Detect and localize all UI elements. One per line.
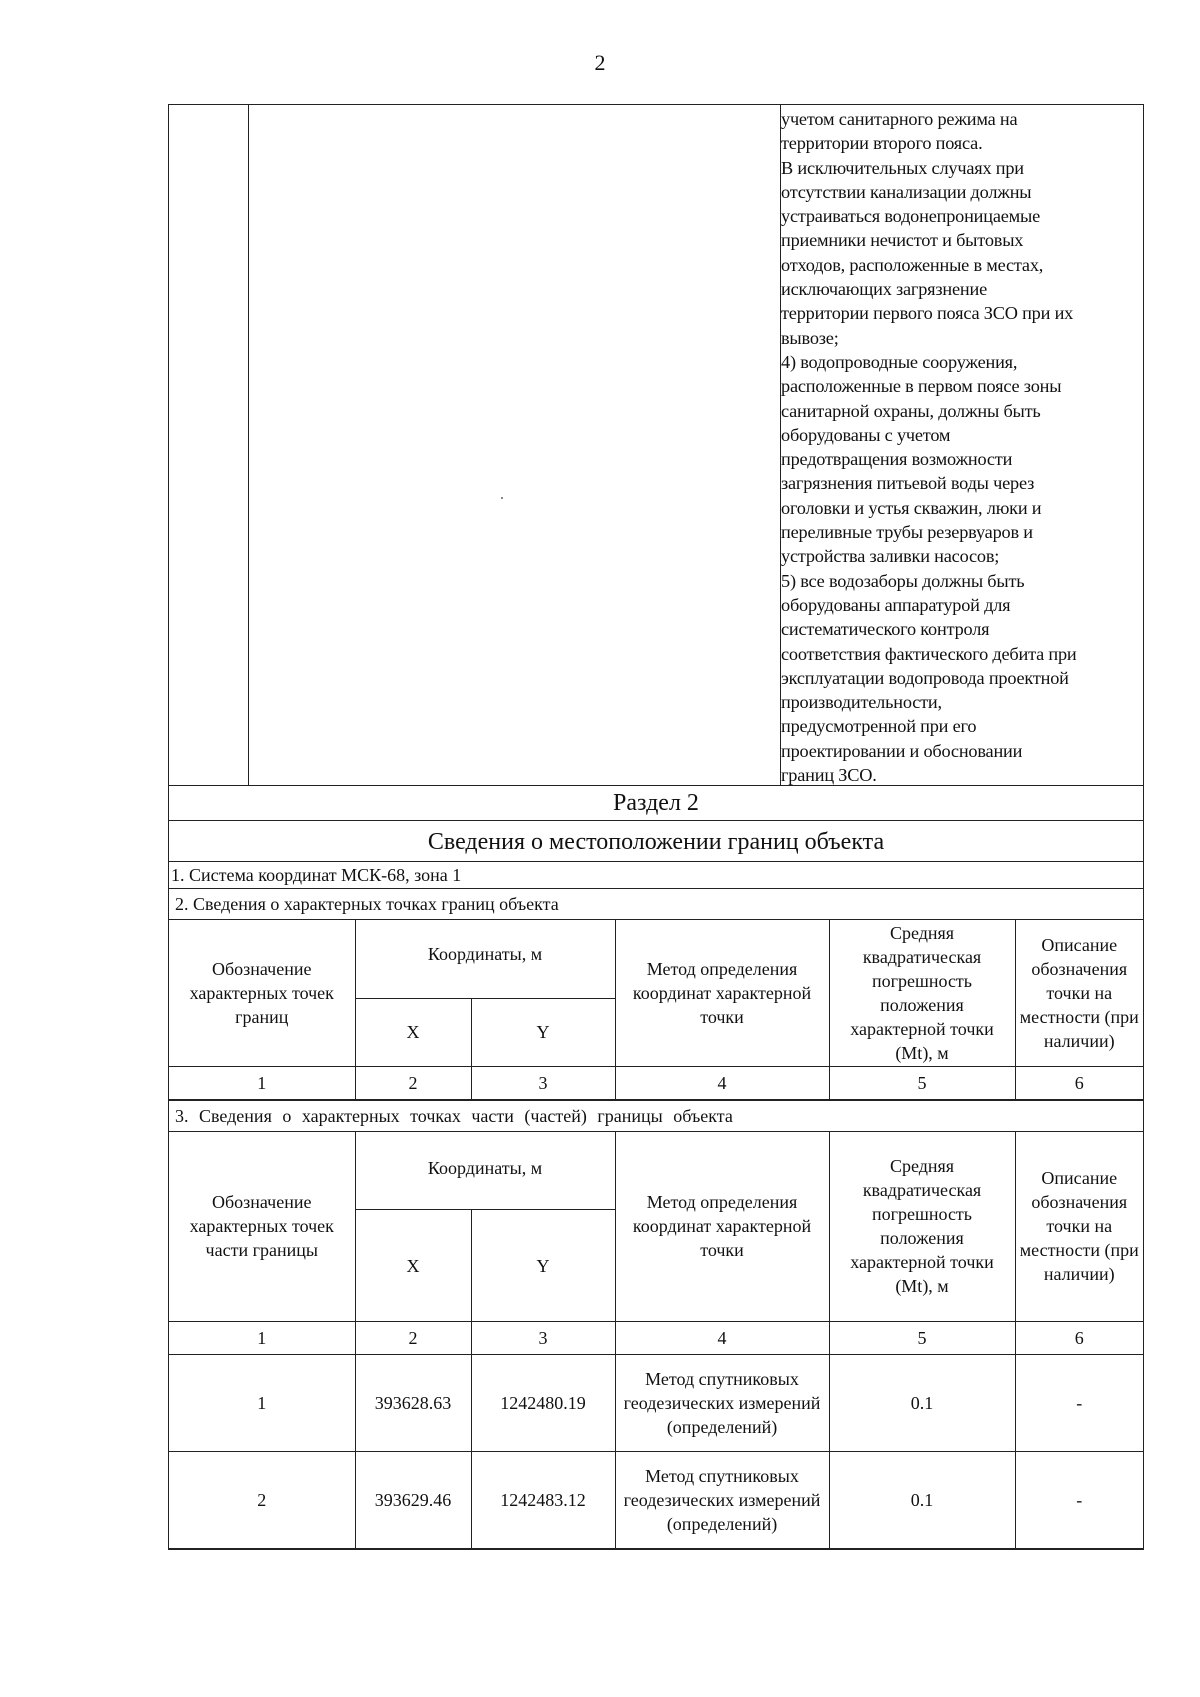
cell-point: 2 bbox=[169, 1452, 355, 1549]
section-subtitle: Сведения о местоположении границ объекта bbox=[169, 821, 1143, 862]
coordinate-system-line: 1. Система координат МСК-68, зона 1 bbox=[169, 862, 1143, 889]
header-mean-error: Средняя квадратическая погрешность положения характерной точки (Mt), м bbox=[829, 920, 1015, 1066]
column-number: 2 bbox=[355, 1322, 471, 1355]
continuation-line: санитарной охраны, должны быть bbox=[781, 400, 1041, 421]
header-point-designation: Обозначение характерных точек границ bbox=[169, 920, 355, 1066]
cell-description: - bbox=[1015, 1355, 1143, 1452]
continuation-line: соответствия фактического дебита при bbox=[781, 643, 1077, 664]
column-number: 5 bbox=[829, 1066, 1015, 1099]
continuation-line: проектировании и обосновании bbox=[781, 740, 1023, 761]
table-row bbox=[169, 1452, 1143, 1549]
header-x: X bbox=[355, 1210, 471, 1322]
boundary-points-table bbox=[169, 920, 1143, 1101]
continuation-line: расположенные в первом поясе зоны bbox=[781, 376, 1062, 397]
column-number: 3 bbox=[471, 1066, 615, 1099]
continuation-line: переливные трубы резервуаров и bbox=[781, 522, 1033, 543]
continuation-line: территории первого пояса ЗСО при их bbox=[781, 303, 1074, 324]
continuation-line: оборудованы с учетом bbox=[781, 424, 951, 445]
header-description: Описание обозначения точки на местности (при наличии) bbox=[1015, 920, 1143, 1066]
parts-heading: 3. Сведения о характерных точках части (частей) границы объекта bbox=[169, 1101, 1143, 1132]
header-method: Метод определения координат характерной точки bbox=[615, 1132, 829, 1322]
column-number: 1 bbox=[169, 1322, 355, 1355]
continuation-row bbox=[169, 105, 1143, 786]
continuation-line: отсутствии канализации должны bbox=[781, 181, 1032, 202]
continuation-line: предотвращения возможности bbox=[781, 449, 1013, 470]
continuation-cell-name bbox=[249, 105, 781, 785]
header-y: Y bbox=[471, 998, 615, 1066]
continuation-line: предусмотренной при его bbox=[781, 716, 977, 737]
continuation-line: вывозе; bbox=[781, 327, 839, 348]
part-boundary-points-table bbox=[169, 1132, 1143, 1550]
continuation-cell-number bbox=[169, 105, 249, 785]
column-number: 6 bbox=[1015, 1322, 1143, 1355]
scan-speck bbox=[501, 497, 503, 499]
continuation-cell-text bbox=[781, 105, 1143, 785]
header-method: Метод определения координат характерной точки bbox=[615, 920, 829, 1066]
continuation-line: эксплуатации водопровода проектной bbox=[781, 667, 1069, 688]
cell-point: 1 bbox=[169, 1355, 355, 1452]
points-heading: 2. Сведения о характерных точках границ объекта bbox=[169, 889, 1143, 920]
continuation-line: оголовки и устья скважин, люки и bbox=[781, 497, 1042, 518]
document-table bbox=[168, 104, 1144, 1550]
column-number: 6 bbox=[1015, 1066, 1143, 1099]
cell-y: 1242480.19 bbox=[471, 1355, 615, 1452]
continuation-line: устраиваться водонепроницаемые bbox=[781, 206, 1041, 227]
cell-x: 393629.46 bbox=[355, 1452, 471, 1549]
cell-description: - bbox=[1015, 1452, 1143, 1549]
continuation-line: систематического контроля bbox=[781, 619, 990, 640]
column-number: 3 bbox=[471, 1322, 615, 1355]
cell-method: Метод спутниковых геодезических измерений (определений) bbox=[615, 1452, 829, 1549]
continuation-line: оборудованы аппаратурой для bbox=[781, 594, 1011, 615]
column-number: 4 bbox=[615, 1322, 829, 1355]
header-mean-error: Средняя квадратическая погрешность положения характерной точки (Mt), м bbox=[829, 1132, 1015, 1322]
column-number: 4 bbox=[615, 1066, 829, 1099]
page-number: 2 bbox=[594, 50, 606, 75]
continuation-line: В исключительных случаях при bbox=[781, 157, 1024, 178]
cell-x: 393628.63 bbox=[355, 1355, 471, 1452]
continuation-line: отходов, расположенные в местах, bbox=[781, 254, 1044, 275]
continuation-line: производительности, bbox=[781, 692, 942, 713]
header-x: X bbox=[355, 998, 471, 1066]
table-row bbox=[169, 1355, 1143, 1452]
cell-y: 1242483.12 bbox=[471, 1452, 615, 1549]
cell-method: Метод спутниковых геодезических измерений (определений) bbox=[615, 1355, 829, 1452]
continuation-line: загрязнения питьевой воды через bbox=[781, 473, 1035, 494]
cell-error: 0.1 bbox=[829, 1355, 1015, 1452]
continuation-line: границ ЗСО. bbox=[781, 765, 877, 786]
column-number: 5 bbox=[829, 1322, 1015, 1355]
header-y: Y bbox=[471, 1210, 615, 1322]
continuation-line: 4) водопроводные сооружения, bbox=[781, 351, 1018, 372]
cell-error: 0.1 bbox=[829, 1452, 1015, 1549]
header-coordinates: Координаты, м bbox=[355, 920, 615, 998]
continuation-line: территории второго пояса. bbox=[781, 133, 983, 154]
continuation-line: 5) все водозаборы должны быть bbox=[781, 570, 1025, 591]
column-number: 1 bbox=[169, 1066, 355, 1099]
header-description: Описание обозначения точки на местности (при наличии) bbox=[1015, 1132, 1143, 1322]
header-point-designation: Обозначение характерных точек части границы bbox=[169, 1132, 355, 1322]
header-coordinates: Координаты, м bbox=[355, 1132, 615, 1210]
section-title: Раздел 2 bbox=[169, 786, 1143, 821]
continuation-line: устройства заливки насосов; bbox=[781, 546, 1000, 567]
column-number: 2 bbox=[355, 1066, 471, 1099]
continuation-line: исключающих загрязнение bbox=[781, 279, 987, 300]
continuation-line: приемники нечистот и бытовых bbox=[781, 230, 1024, 251]
continuation-line: учетом санитарного режима на bbox=[781, 109, 1018, 129]
